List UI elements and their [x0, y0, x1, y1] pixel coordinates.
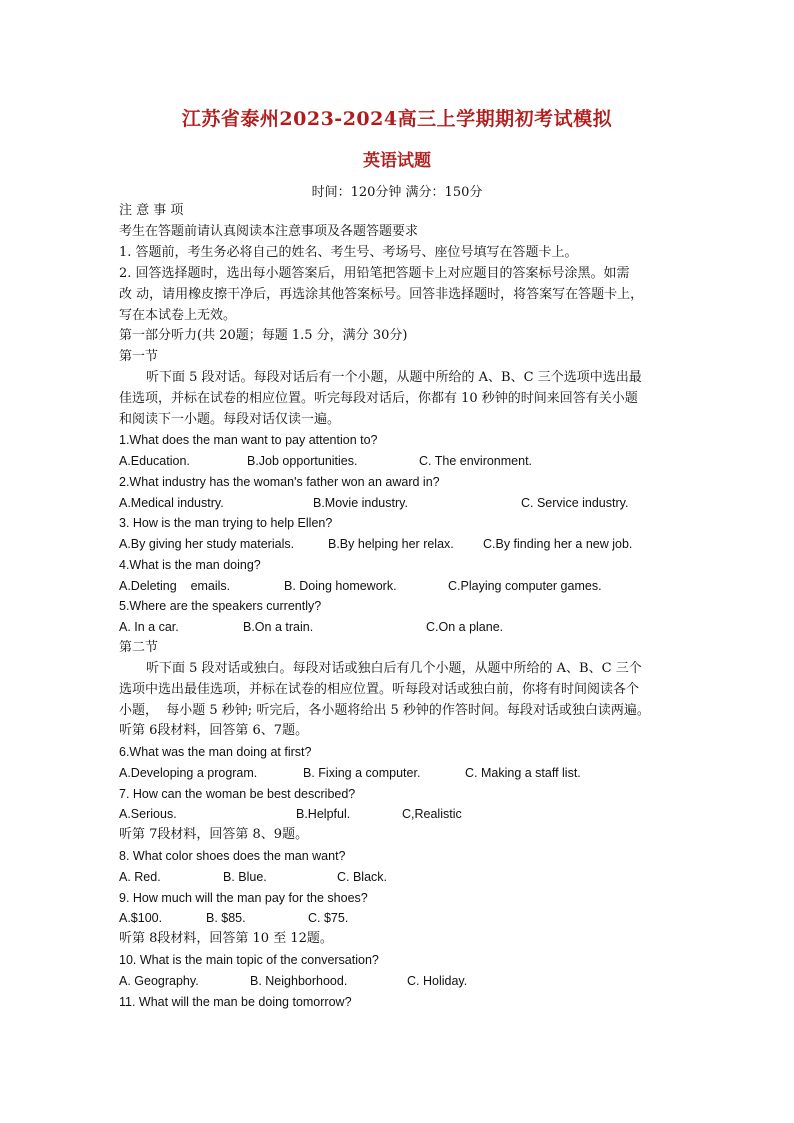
q9-option-c: C. $75.: [308, 911, 349, 925]
q6-option-b: B. Fixing a computer.: [303, 766, 421, 780]
q2-option-a: A.Medical industry.: [119, 496, 224, 510]
question-7: 7. How can the woman be best described?: [119, 787, 356, 801]
question-8: 8. What color shoes does the man want?: [119, 849, 346, 863]
q7-option-c: C,Realistic: [402, 807, 462, 821]
section1-heading: 第一节: [119, 349, 159, 364]
question-9: 9. How much will the man pay for the shoes?: [119, 891, 368, 905]
q1-option-b: B.Job opportunities.: [247, 454, 358, 468]
q10-option-b: B. Neighborhood.: [250, 974, 348, 988]
q6-option-c: C. Making a staff list.: [465, 766, 581, 780]
exam-title: 江苏省泰州2023-2024高三上学期期初考试模拟: [181, 108, 613, 130]
q9-option-a: A.$100.: [119, 911, 163, 925]
q3-option-b: B.By helping her relax.: [328, 537, 454, 551]
q10-option-a: A. Geography.: [119, 974, 199, 988]
exam-meta: 时间：120分钟 满分：150分: [311, 185, 483, 200]
material-8-intro: 听第 8段材料，回答第 10 至 12题。: [119, 931, 333, 946]
q10-option-c: C. Holiday.: [407, 974, 468, 988]
q4-option-c: C.Playing computer games.: [448, 579, 602, 593]
question-4: 4.What is the man doing?: [119, 558, 261, 572]
section2-instr-line1: 听下面 5 段对话或独白。每段对话或独白后有几个小题，从题中所给的 A、B、C 三个: [146, 661, 642, 676]
question-10: 10. What is the main topic of the conversation?: [119, 953, 379, 967]
q8-option-c: C. Black.: [337, 870, 388, 884]
q7-option-a: A.Serious.: [119, 807, 177, 821]
section1-instr-line2: 佳选项，并标在试卷的相应位置。听完每段对话后，你都有 10 秒钟的时间来回答有关小题: [119, 391, 638, 406]
question-6: 6.What was the man doing at first?: [119, 745, 312, 759]
q7-option-b: B.Helpful.: [296, 807, 351, 821]
q5-option-c: C.On a plane.: [426, 620, 504, 634]
question-2: 2.What industry has the woman's father won an award in?: [119, 475, 440, 489]
exam-subtitle: 英语试题: [363, 151, 431, 171]
question-5: 5.Where are the speakers currently?: [119, 599, 322, 613]
q2-option-b: B.Movie industry.: [313, 496, 408, 510]
notice-intro: 考生在答题前请认真阅读本注意事项及各题答题要求: [119, 224, 419, 239]
q5-option-b: B.On a train.: [243, 620, 314, 634]
q1-option-a: A.Education.: [119, 454, 190, 468]
q2-option-c: C. Service industry.: [521, 496, 629, 510]
q4-option-b: B. Doing homework.: [284, 579, 397, 593]
q5-option-a: A. In a car.: [119, 620, 179, 634]
part1-heading: 第一部分听力(共 20题；每题 1.5 分，满分 30分): [119, 328, 408, 343]
q4-option-a: A.Deleting emails.: [119, 579, 231, 593]
question-1: 1.What does the man want to pay attention to?: [119, 433, 378, 447]
q8-option-b: B. Blue.: [223, 870, 267, 884]
notice-item-1: 1. 答题前，考生务必将自己的姓名、考生号、考场号、座位号填写在答题卡上。: [119, 245, 578, 260]
question-11: 11. What will the man be doing tomorrow?: [119, 995, 352, 1009]
section1-instr-line1: 听下面 5 段对话。每段对话后有一个小题，从题中所给的 A、B、C 三个选项中选出最: [146, 370, 642, 385]
notice-item-2-line3: 写在本试卷上无效。: [119, 308, 237, 323]
notice-item-2-line2: 改 动，请用橡皮擦干净后，再选涂其他答案标号。回答非选择题时，将答案写在答题卡上，: [119, 287, 644, 302]
material-6-intro: 听第 6段材料，回答第 6、7题。: [119, 723, 309, 738]
q6-option-a: A.Developing a program.: [119, 766, 258, 780]
notice-item-2-line1: 2. 回答选择题时，选出每小题答案后，用铅笔把答题卡上对应题目的答案标号涂黑。如需: [119, 266, 630, 281]
section2-heading: 第二节: [119, 640, 159, 655]
q3-option-a: A.By giving her study materials.: [119, 537, 295, 551]
notice-heading: 注 意 事 项: [119, 203, 184, 218]
q3-option-c: C.By finding her a new job.: [483, 537, 633, 551]
q9-option-b: B. $85.: [206, 911, 246, 925]
material-7-intro: 听第 7段材料，回答第 8、9题。: [119, 827, 309, 842]
section1-instr-line3: 和阅读下一小题。每段对话仅读一遍。: [119, 412, 341, 427]
section2-instr-line3: 小题， 每小题 5 秒钟; 听完后，各小题将给出 5 秒钟的作答时间。每段对话或独白读两遍。: [119, 703, 650, 718]
q8-option-a: A. Red.: [119, 870, 161, 884]
question-3: 3. How is the man trying to help Ellen?: [119, 516, 333, 530]
section2-instr-line2: 选项中选出最佳选项，并标在试卷的相应位置。听每段对话或独白前，你将有时间阅读各个: [119, 682, 640, 697]
q1-option-c: C. The environment.: [419, 454, 533, 468]
